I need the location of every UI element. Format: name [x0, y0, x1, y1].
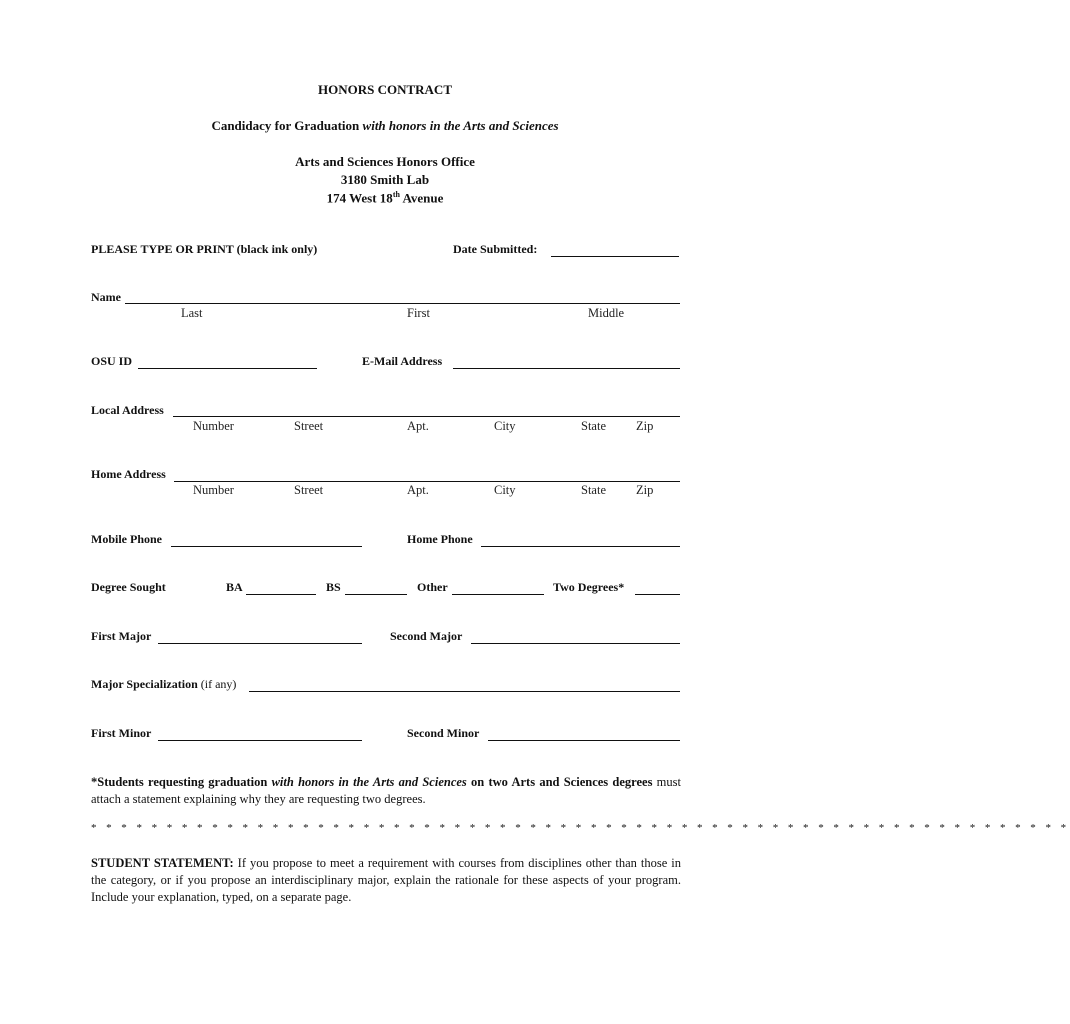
degree-ba-field[interactable]	[246, 594, 316, 595]
name-sub-first: First	[407, 306, 430, 320]
name-sub-last: Last	[181, 306, 203, 320]
degree-other-label: Other	[417, 580, 448, 594]
home-address-field[interactable]	[174, 481, 680, 482]
home-phone-label: Home Phone	[407, 532, 473, 546]
two-degrees-footnote: *Students requesting graduation with honors in the Arts and Sciences on two Arts and Sciences degrees must attach a statement explaining why they are requesting two degrees.	[91, 775, 681, 806]
local-sub-number: Number	[193, 419, 234, 433]
first-major-field[interactable]	[158, 643, 362, 644]
home-sub-state: State	[581, 483, 606, 497]
form-title: HONORS CONTRACT	[318, 82, 452, 97]
local-sub-apt: Apt.	[407, 419, 429, 433]
second-major-field[interactable]	[471, 643, 680, 644]
home-address-label: Home Address	[91, 467, 166, 481]
degree-other-field[interactable]	[452, 594, 544, 595]
first-major-label: First Major	[91, 629, 152, 643]
home-sub-number: Number	[193, 483, 234, 497]
form-subtitle: Candidacy for Graduation with honors in the Arts and Sciences	[211, 118, 559, 133]
degree-two-field[interactable]	[635, 594, 680, 595]
osu-id-label: OSU ID	[91, 354, 133, 368]
home-sub-city: City	[494, 483, 516, 497]
date-submitted-label: Date Submitted:	[453, 242, 538, 256]
first-minor-field[interactable]	[158, 740, 362, 741]
office-room: 3180 Smith Lab	[340, 172, 430, 187]
local-address-label: Local Address	[91, 403, 164, 417]
local-sub-state: State	[581, 419, 606, 433]
home-phone-field[interactable]	[481, 546, 680, 547]
name-label: Name	[91, 290, 121, 304]
home-sub-street: Street	[294, 483, 324, 497]
type-print-instruction: PLEASE TYPE OR PRINT (black ink only)	[91, 242, 318, 256]
degree-bs-label: BS	[326, 580, 341, 594]
second-minor-label: Second Minor	[407, 726, 480, 740]
first-minor-label: First Minor	[91, 726, 152, 740]
mobile-phone-label: Mobile Phone	[91, 532, 162, 546]
home-sub-zip: Zip	[636, 483, 654, 497]
name-field[interactable]	[125, 303, 680, 304]
degree-two-label: Two Degrees*	[553, 580, 625, 594]
office-street: 174 West 18th Avenue	[326, 190, 444, 206]
degree-sought-label: Degree Sought	[91, 580, 166, 594]
email-field[interactable]	[453, 368, 680, 369]
mobile-phone-field[interactable]	[171, 546, 362, 547]
degree-bs-field[interactable]	[345, 594, 407, 595]
second-minor-field[interactable]	[488, 740, 680, 741]
asterisk-separator: * * * * * * * * * * * * * * * * * * * * * * * * * * * * * * * * * * * * * * * * * * * * * * * * * * * * * * * * * * * * * * * * *	[91, 822, 1070, 834]
home-sub-apt: Apt.	[407, 483, 429, 497]
office-name: Arts and Sciences Honors Office	[295, 154, 475, 169]
specialization-field[interactable]	[249, 691, 680, 692]
student-statement: STUDENT STATEMENT: If you propose to meet a requirement with courses from disciplines other than those in the category, or if you propose an interdisciplinary major, explain the rationale for these aspects of your program. Include your explanation, typed, on a separate page.	[91, 856, 681, 904]
osu-id-field[interactable]	[138, 368, 317, 369]
name-sub-middle: Middle	[588, 306, 625, 320]
date-submitted-field[interactable]	[551, 256, 679, 257]
local-sub-zip: Zip	[636, 419, 654, 433]
local-address-field[interactable]	[173, 416, 680, 417]
degree-ba-label: BA	[226, 580, 243, 594]
local-sub-city: City	[494, 419, 516, 433]
email-label: E-Mail Address	[362, 354, 443, 368]
specialization-label: Major Specialization (if any)	[91, 677, 237, 691]
second-major-label: Second Major	[390, 629, 463, 643]
local-sub-street: Street	[294, 419, 324, 433]
